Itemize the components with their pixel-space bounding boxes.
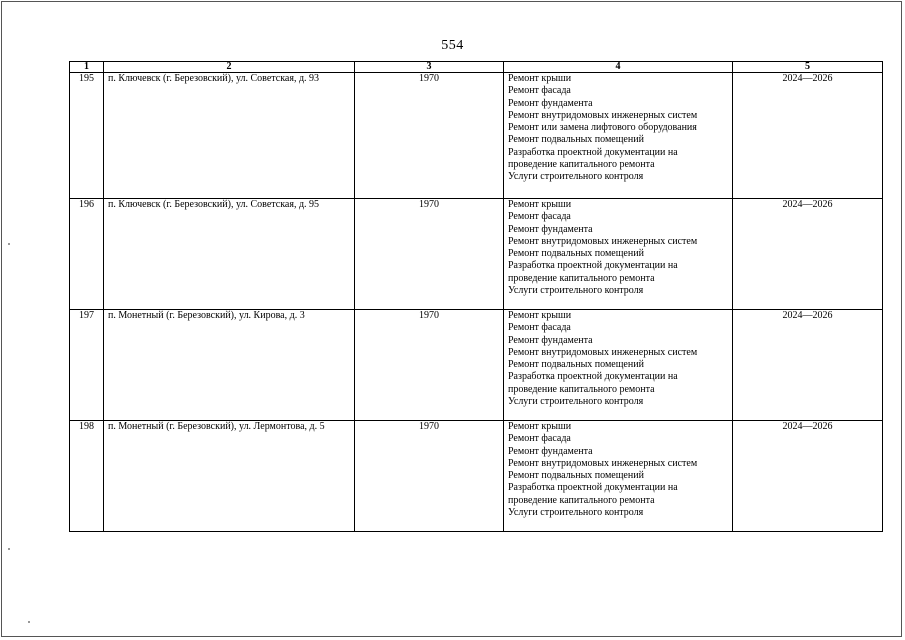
row-works (504, 421, 733, 532)
works-list (508, 73, 728, 184)
work-item: Услуги строительного контроля (508, 507, 644, 519)
column-header-4: 4 (504, 62, 733, 73)
scan-speck (8, 243, 10, 245)
work-item: Ремонт фундамента (508, 223, 593, 235)
row-year: 1970 (355, 421, 504, 532)
row-period: 2024—2026 (733, 73, 883, 199)
works-list (508, 421, 728, 519)
row-period: 2024—2026 (733, 310, 883, 421)
work-item: проведение капитального ремонта (508, 383, 655, 395)
work-item: Разработка проектной документации на (508, 371, 678, 383)
work-item: Ремонт фундамента (508, 445, 593, 457)
column-header-2: 2 (104, 62, 355, 73)
work-item: Ремонт крыши (508, 421, 572, 432)
work-item: Ремонт подвальных помещений (508, 134, 644, 146)
work-item: Ремонт крыши (508, 199, 572, 210)
row-number: 198 (70, 421, 104, 532)
repair-schedule-table (69, 61, 883, 532)
row-works (504, 199, 733, 310)
table-row (70, 310, 883, 421)
row-number: 196 (70, 199, 104, 310)
table-row (70, 73, 883, 199)
page-number: 554 (441, 38, 464, 53)
work-item: Ремонт фундамента (508, 97, 593, 109)
column-header-5: 5 (733, 62, 883, 73)
work-item: Разработка проектной документации на (508, 260, 678, 272)
work-item: Ремонт внутридомовых инженерных систем (508, 235, 698, 247)
row-address: п. Ключевск (г. Березовский), ул. Советская, д. 93 (104, 73, 355, 199)
row-number: 197 (70, 310, 104, 421)
work-item: Ремонт крыши (508, 310, 572, 321)
work-item: проведение капитального ремонта (508, 494, 655, 506)
row-year: 1970 (355, 310, 504, 421)
work-item: Разработка проектной документации на (508, 482, 678, 494)
work-item: Ремонт фасада (508, 85, 571, 97)
table-row (70, 421, 883, 532)
work-item: Ремонт подвальных помещений (508, 470, 644, 482)
work-item: Ремонт внутридомовых инженерных систем (508, 457, 698, 469)
row-period: 2024—2026 (733, 199, 883, 310)
work-item: Ремонт подвальных помещений (508, 248, 644, 260)
work-item: Ремонт внутридомовых инженерных систем (508, 109, 698, 121)
row-address: п. Ключевск (г. Березовский), ул. Советская, д. 95 (104, 199, 355, 310)
row-period: 2024—2026 (733, 421, 883, 532)
scan-speck (28, 621, 30, 623)
row-works (504, 310, 733, 421)
row-year: 1970 (355, 199, 504, 310)
work-item: Разработка проектной документации на (508, 146, 678, 158)
scan-speck (8, 548, 10, 550)
work-item: проведение капитального ремонта (508, 159, 655, 171)
work-item: Ремонт фундамента (508, 334, 593, 346)
row-address: п. Монетный (г. Березовский), ул. Лермонтова, д. 5 (104, 421, 355, 532)
column-header-3: 3 (355, 62, 504, 73)
work-item: Ремонт фасада (508, 211, 571, 223)
row-year: 1970 (355, 73, 504, 199)
works-list (508, 199, 728, 297)
work-item: Услуги строительного контроля (508, 171, 644, 183)
table-row (70, 199, 883, 310)
row-works (504, 73, 733, 199)
column-header-1: 1 (70, 62, 104, 73)
work-item: Ремонт внутридомовых инженерных систем (508, 346, 698, 358)
table-header-row (70, 62, 883, 73)
work-item: проведение капитального ремонта (508, 272, 655, 284)
row-number: 195 (70, 73, 104, 199)
work-item: Ремонт крыши (508, 73, 572, 84)
work-item: Ремонт фасада (508, 322, 571, 334)
works-list (508, 310, 728, 408)
work-item: Услуги строительного контроля (508, 285, 644, 297)
work-item: Ремонт подвальных помещений (508, 359, 644, 371)
work-item: Ремонт или замена лифтового оборудования (508, 122, 697, 134)
work-item: Ремонт фасада (508, 433, 571, 445)
work-item: Услуги строительного контроля (508, 396, 644, 408)
row-address: п. Монетный (г. Березовский), ул. Кирова, д. 3 (104, 310, 355, 421)
